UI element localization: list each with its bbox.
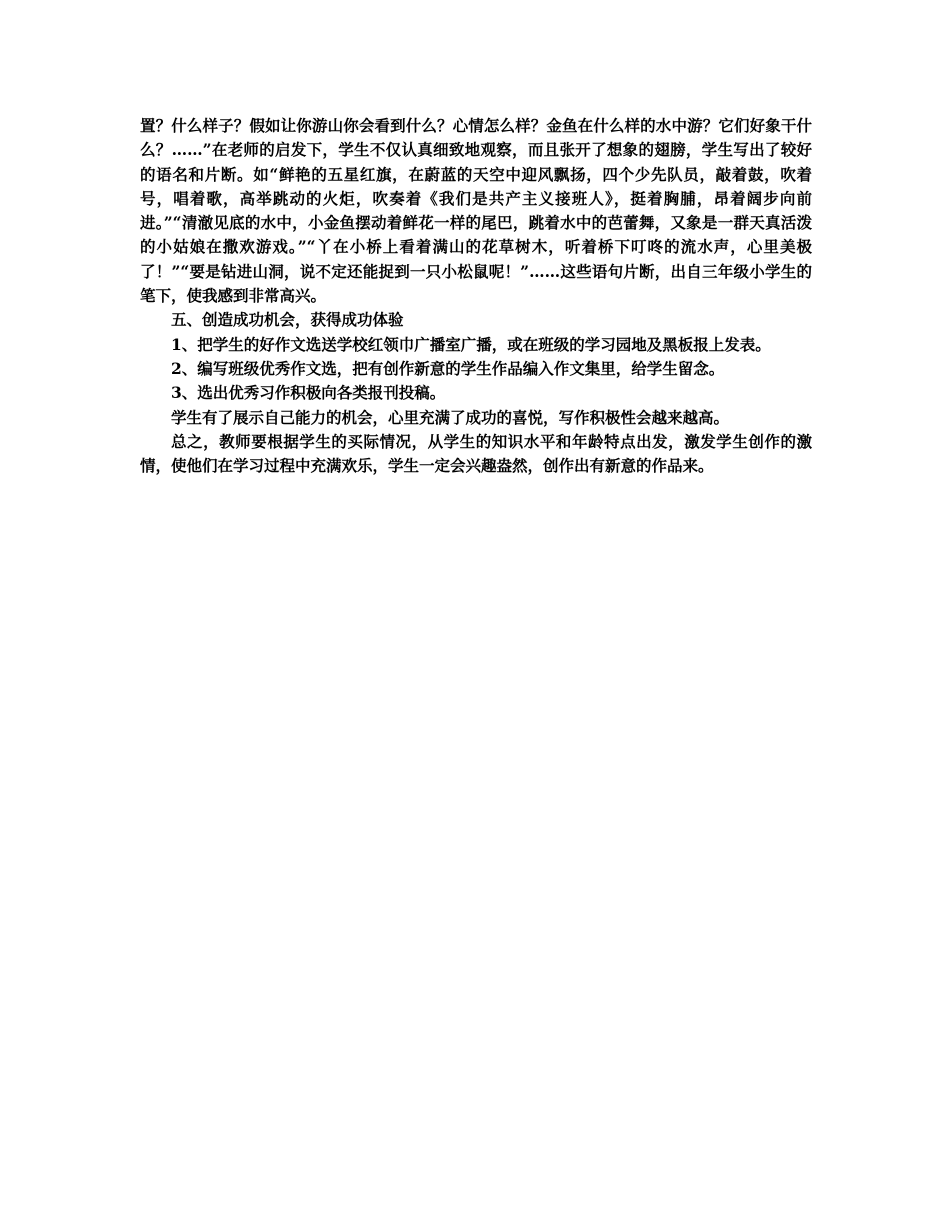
section-heading: 五、创造成功机会，获得成功体验 xyxy=(171,310,404,330)
paragraph-continuation: 置？什么样子？假如让你游山你会看到什么？心情怎么样？金鱼在什么样的水中游？它们好象干什么？……”在老师的启发下，学生不仅认真细致地观察，而且张开了想象的翅膀，学生写出了较好的语名和片断。如“鲜艳的五星红旗，在蔚蓝的天空中迎风飘扬，四个少先队员，敲着鼓，吹着号，唱着歌，高举跳动的火炬，吹奏着《我们是共产主义接班人》，挺着胸脯，昂着阔步向前进。”“清澈见底的水中，小金鱼摆动着鲜花一样的尾巴，跳着水中的芭蕾舞，又象是一群天真活泼的小姑娘在撒欢游戏。”“丫在小桥上看着满山的花草树木，听着桥下叮咚的流水声，心里美极了！”“要是钻进山洞，说不定还能捉到一只小松鼠呢！”……这些语句片断，出自三年级小学生的笔下，使我感到非常高兴。 xyxy=(140,116,812,306)
list-item-3: 3、选出优秀习作积极向各类报刊投稿。 xyxy=(171,383,446,403)
document-body xyxy=(140,114,812,478)
list-item-1: 1、把学生的好作文选送学校红领巾广播室广播，或在班级的学习园地及黑板报上发表。 xyxy=(171,334,771,354)
list-item-2: 2、编写班级优秀作文选，把有创作新意的学生作品编入作文集里，给学生留念。 xyxy=(171,358,725,378)
paragraph-conclusion: 总之，教师要根据学生的买际情况，从学生的知识水平和年龄特点出发，激发学生创作的激情，使他们在学习过程中充满欢乐，学生一定会兴趣盎然，创作出有新意的作品来。 xyxy=(140,431,812,476)
paragraph-result: 学生有了展示自己能力的机会，心里充满了成功的喜悦，写作积极性会越来越高。 xyxy=(171,407,730,427)
